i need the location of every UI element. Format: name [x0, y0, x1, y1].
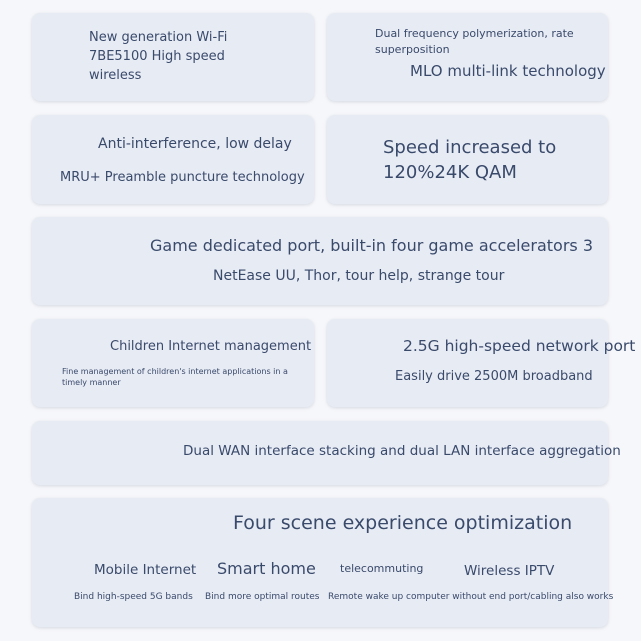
- game-port-subtitle: NetEase UU, Thor, tour help, strange tour: [213, 268, 505, 284]
- network-port-card: [327, 319, 636, 407]
- wifi7-title: New generation Wi-Fi 7BE5100 High speed wireless: [89, 30, 228, 83]
- network-port-title: 2.5G high-speed network port: [403, 337, 636, 355]
- children-management-subtitle: Fine management of children's internet applications in a timely manner: [62, 367, 288, 387]
- scene-label-wireless-iptv: Wireless IPTV: [464, 563, 555, 579]
- speed-card: [327, 115, 608, 204]
- scene-desc-telecommuting: Remote wake up computer without end port/cabling also works: [328, 592, 614, 602]
- anti-interference-card: [32, 115, 314, 204]
- scene-desc-smart-home: Bind more optimal routes: [205, 592, 320, 602]
- game-port-card: [32, 217, 608, 305]
- children-management-card: [32, 319, 314, 407]
- anti-interference-title: Anti-interference, low delay: [98, 136, 292, 152]
- scene-optimization-title: Four scene experience optimization: [233, 512, 573, 534]
- mlo-subtitle: Dual frequency polymerization, rate superposition: [375, 27, 574, 56]
- scene-label-smart-home: Smart home: [217, 559, 316, 578]
- mlo-card: [327, 13, 608, 101]
- scene-label-mobile-internet: Mobile Internet: [94, 562, 197, 578]
- dual-wan-card: [32, 421, 621, 485]
- children-management-title: Children Internet management: [110, 339, 312, 354]
- wifi7-card: [32, 13, 314, 101]
- speed-title: Speed increased to 120%24K QAM: [383, 137, 557, 183]
- game-port-title: Game dedicated port, built-in four game accelerators 3: [150, 236, 594, 255]
- scene-label-telecommuting: telecommuting: [340, 562, 424, 575]
- network-port-subtitle: Easily drive 2500M broadband: [395, 369, 593, 384]
- dual-wan-title: Dual WAN interface stacking and dual LAN interface aggregation: [183, 443, 621, 459]
- anti-interference-subtitle: MRU+ Preamble puncture technology: [60, 170, 305, 185]
- scene-optimization-card: [32, 498, 614, 627]
- mlo-title: MLO multi-link technology: [410, 62, 606, 80]
- scene-desc-mobile-internet: Bind high-speed 5G bands: [74, 592, 193, 602]
